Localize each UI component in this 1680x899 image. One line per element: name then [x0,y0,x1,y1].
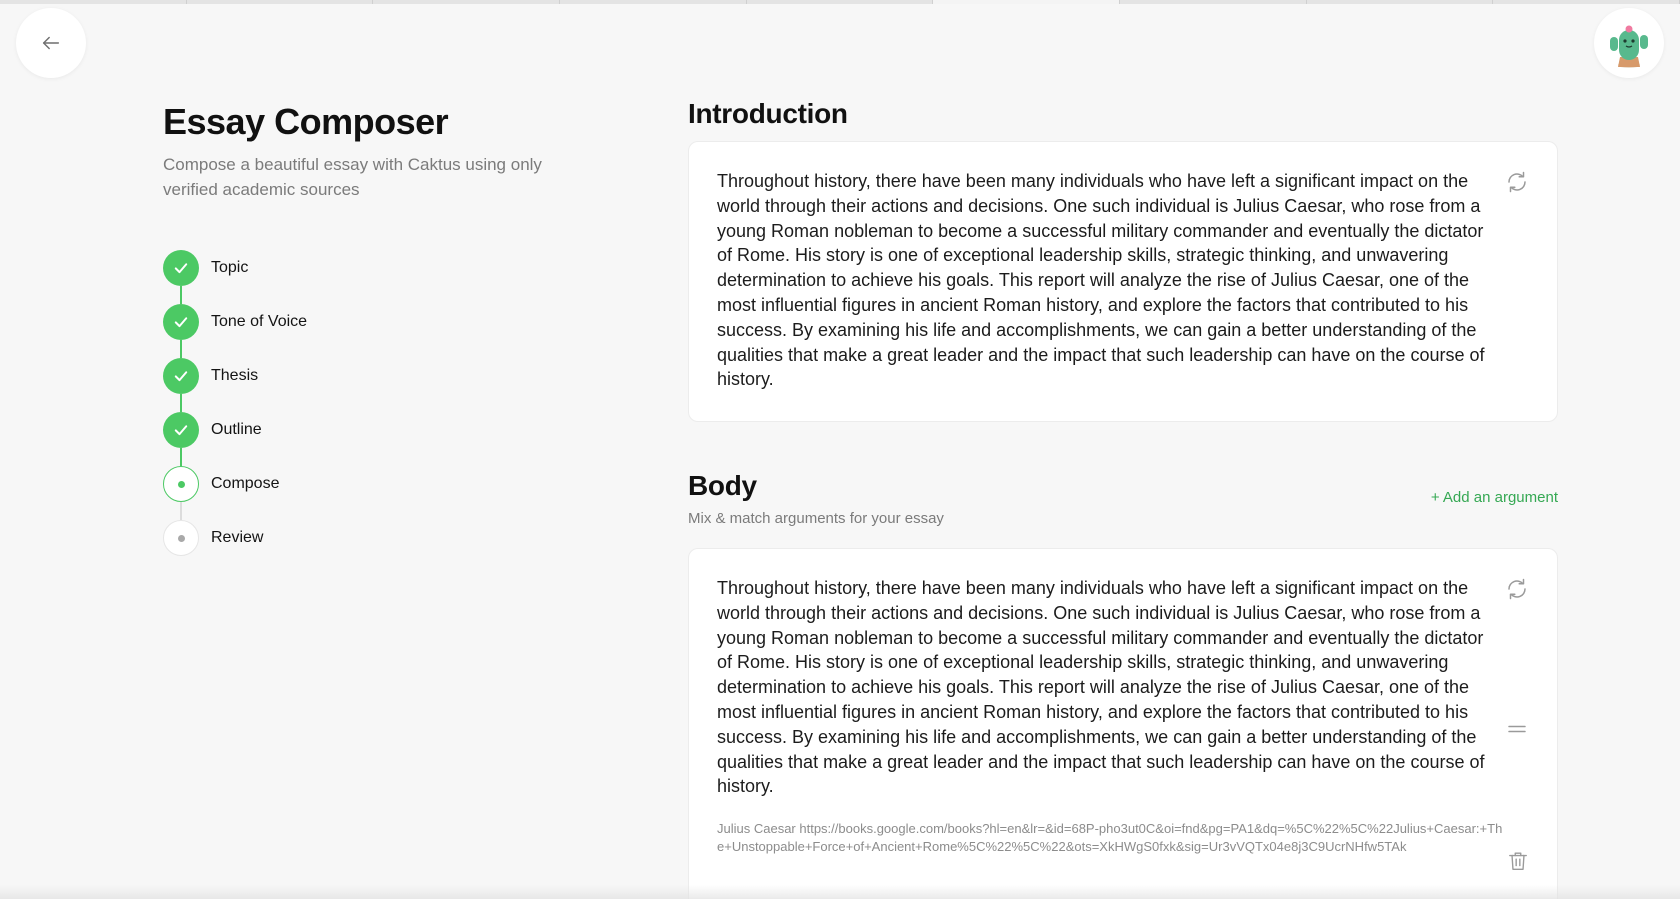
introduction-text[interactable]: Throughout history, there have been many individuals who have left a significant impact on the world through their actions and decisions. One such individual is Julius Caesar, who rose from a young Roman nobleman to become a successful military commander and eventually the dictator of Rome. His story is one of exceptional leadership skills, strategic thinking, and unwavering determination to achieve his goals. This report will analyze the rise of Julius Caesar, one of the most influential figures in ancient Roman history, and explore the factors that contributed to his success. By examining his life and accomplishments, we can gain a better understanding of the qualities that make a great leader and the impact that such leadership can have on the course of history. [717,171,1485,390]
check-icon [172,421,190,439]
progress-segment [373,0,560,4]
step-topic[interactable] [163,250,307,304]
step-connector [180,340,182,358]
pending-dot [178,535,185,542]
introduction-card[interactable] [688,141,1558,422]
arrow-left-icon [40,32,62,54]
body-subtitle: Mix & match arguments for your essay [688,510,944,527]
check-icon [172,313,190,331]
step-label: Tone of Voice [211,313,308,330]
step-thesis[interactable] [163,358,307,412]
trash-icon[interactable] [1507,849,1529,873]
progress-segment [747,0,934,4]
drag-handle-icon[interactable] [1505,717,1529,741]
body-title: Body [688,470,757,501]
refresh-icon[interactable] [1505,170,1529,194]
check-icon [172,259,190,277]
step-tone-of-voice[interactable] [163,304,307,358]
progress-segment [1493,0,1680,4]
step-connector [180,502,182,520]
step-label: Review [211,529,264,546]
avatar[interactable] [1594,8,1664,78]
progress-segment [933,0,1120,4]
check-icon [172,367,190,385]
step-status-done [163,358,199,394]
argument-card[interactable] [688,548,1558,899]
page-title: Essay Composer [163,101,449,142]
progress-segment [1307,0,1494,4]
argument-text[interactable]: Throughout history, there have been many individuals who have left a significant impact on the world through their actions and decisions. One such individual is Julius Caesar, who rose from a young Roman nobleman to become a successful military commander and eventually the dictator of Rome. His story is one of exceptional leadership skills, strategic thinking, and unwavering determination to achieve his goals. This report will analyze the rise of Julius Caesar, one of the most influential figures in ancient Roman history, and explore the factors that contributed to his success. By examining his life and accomplishments, we can gain a better understanding of the qualities that make a great leader and the impact that such leadership can have on the course of history. [717,578,1485,797]
step-label: Topic [211,259,249,276]
cactus-icon [1604,17,1654,69]
current-dot [178,481,185,488]
step-compose[interactable] [163,466,307,520]
step-list [163,250,307,574]
top-progress-strip [0,0,1680,4]
step-connector [180,448,182,466]
step-label: Outline [211,421,262,438]
step-connector [180,394,182,412]
back-button[interactable] [16,8,86,78]
step-status-done [163,250,199,286]
step-status-done [163,304,199,340]
refresh-icon[interactable] [1505,577,1529,601]
composer-header [163,100,603,202]
progress-segment [0,0,187,4]
step-label: Compose [211,475,280,492]
step-status-current [163,466,199,502]
step-status-done [163,412,199,448]
argument-source[interactable]: Julius Caesar https://books.google.com/books?hl=en&lr=&id=68P-pho3ut0C&oi=fnd&pg=PA1&dq=%5C%22%5C%22Julius+Caesar:+The+Unstoppable+Force+of+Ancient+Rome%5C%22%5C%22&ots=XkHWgS0fxk&sig=Ur3vVQTx04e8j3C9UcrNHfw5TAk [717,821,1503,854]
progress-segment [1120,0,1307,4]
step-status-pending [163,520,199,556]
progress-segment [560,0,747,4]
bottom-fade [0,885,1680,899]
page-subtitle: Compose a beautiful essay with Caktus using only verified academic sources [163,155,542,199]
step-review[interactable] [163,520,307,574]
add-argument-button[interactable]: + Add an argument [1430,489,1558,506]
step-connector [180,286,182,304]
step-outline[interactable] [163,412,307,466]
progress-segment [187,0,374,4]
step-label: Thesis [211,367,259,384]
introduction-title: Introduction [688,98,848,129]
